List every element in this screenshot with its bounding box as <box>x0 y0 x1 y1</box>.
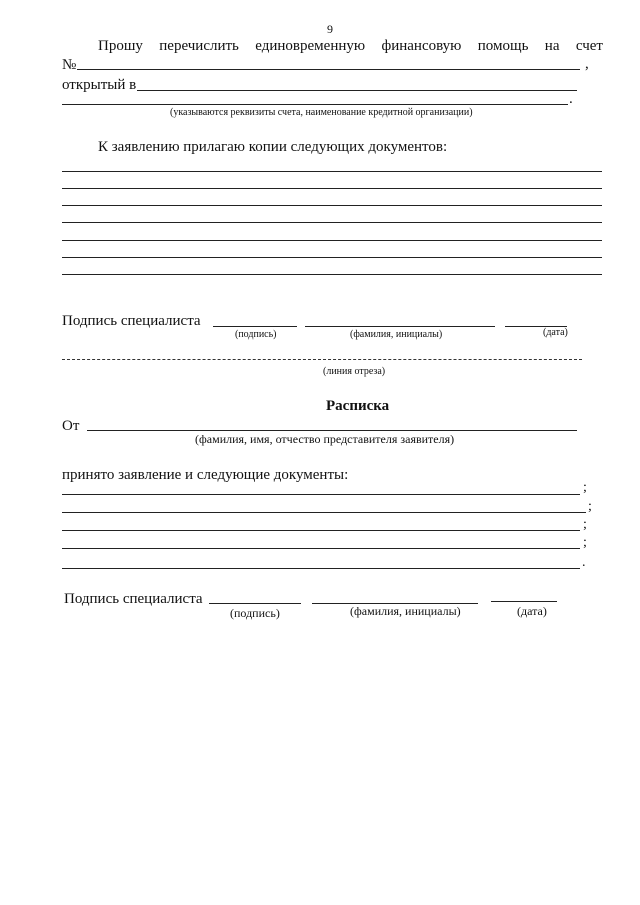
representative-name-field[interactable] <box>87 430 577 431</box>
specialist-signature-label: Подпись специалиста <box>64 591 203 607</box>
date-field[interactable] <box>491 601 557 602</box>
request-word: на <box>544 38 560 54</box>
attachment-line[interactable] <box>62 188 602 189</box>
bank-field-period: . <box>569 91 573 107</box>
line-end-mark: . <box>582 555 586 570</box>
name-field[interactable] <box>305 326 495 327</box>
page-number: 9 <box>327 22 333 36</box>
accepted-document-line[interactable] <box>62 512 586 513</box>
attachment-line[interactable] <box>62 274 602 275</box>
name-hint: (фамилия, инициалы) <box>350 329 443 340</box>
bank-field-2[interactable] <box>62 104 568 105</box>
request-word: перечислить <box>159 38 239 54</box>
line-end-mark: ; <box>583 517 587 532</box>
date-hint: (дата) <box>517 604 547 618</box>
accepted-documents-text: принято заявление и следующие документы: <box>62 467 349 483</box>
bank-field-hint: (указываются реквизиты счета, наименование кредитной организации) <box>170 107 473 118</box>
line-end-mark: ; <box>583 480 587 495</box>
request-word: финансовую <box>381 38 462 54</box>
line-end-mark: ; <box>583 535 587 550</box>
receipt-title: Расписка <box>326 398 390 414</box>
opened-in-label: открытый в <box>62 77 137 93</box>
accepted-document-line[interactable] <box>62 568 580 569</box>
request-word: счет <box>575 38 603 54</box>
bank-field-1[interactable] <box>137 90 577 91</box>
request-line <box>98 38 603 55</box>
date-hint: (дата) <box>543 327 568 338</box>
receipt-from-label: От <box>62 418 80 434</box>
attachment-line[interactable] <box>62 257 602 258</box>
signature-hint: (подпись) <box>230 606 280 620</box>
signature-field[interactable] <box>209 603 301 604</box>
account-number-label: № <box>62 57 77 73</box>
line-end-mark: ; <box>588 499 592 514</box>
attachment-line[interactable] <box>62 222 602 223</box>
request-word: единовременную <box>255 38 366 54</box>
attachment-line[interactable] <box>62 171 602 172</box>
cut-line-hint: (линия отреза) <box>323 366 386 377</box>
representative-name-hint: (фамилия, имя, отчество представителя заявителя) <box>195 432 455 446</box>
accepted-document-line[interactable] <box>62 494 580 495</box>
specialist-signature-label: Подпись специалиста <box>62 313 201 329</box>
attachment-line[interactable] <box>62 240 602 241</box>
account-number-field[interactable] <box>77 69 580 70</box>
name-hint: (фамилия, инициалы) <box>350 604 461 618</box>
accepted-document-line[interactable] <box>62 548 580 549</box>
request-word: помощь <box>477 38 529 54</box>
accepted-document-line[interactable] <box>62 530 580 531</box>
request-word: Прошу <box>98 38 143 54</box>
cut-line <box>62 359 582 360</box>
attachment-line[interactable] <box>62 205 602 206</box>
attachments-heading: К заявлению прилагаю копии следующих документов: <box>98 139 448 155</box>
signature-field[interactable] <box>213 326 297 327</box>
account-number-comma: , <box>585 56 589 72</box>
signature-hint: (подпись) <box>235 329 277 340</box>
